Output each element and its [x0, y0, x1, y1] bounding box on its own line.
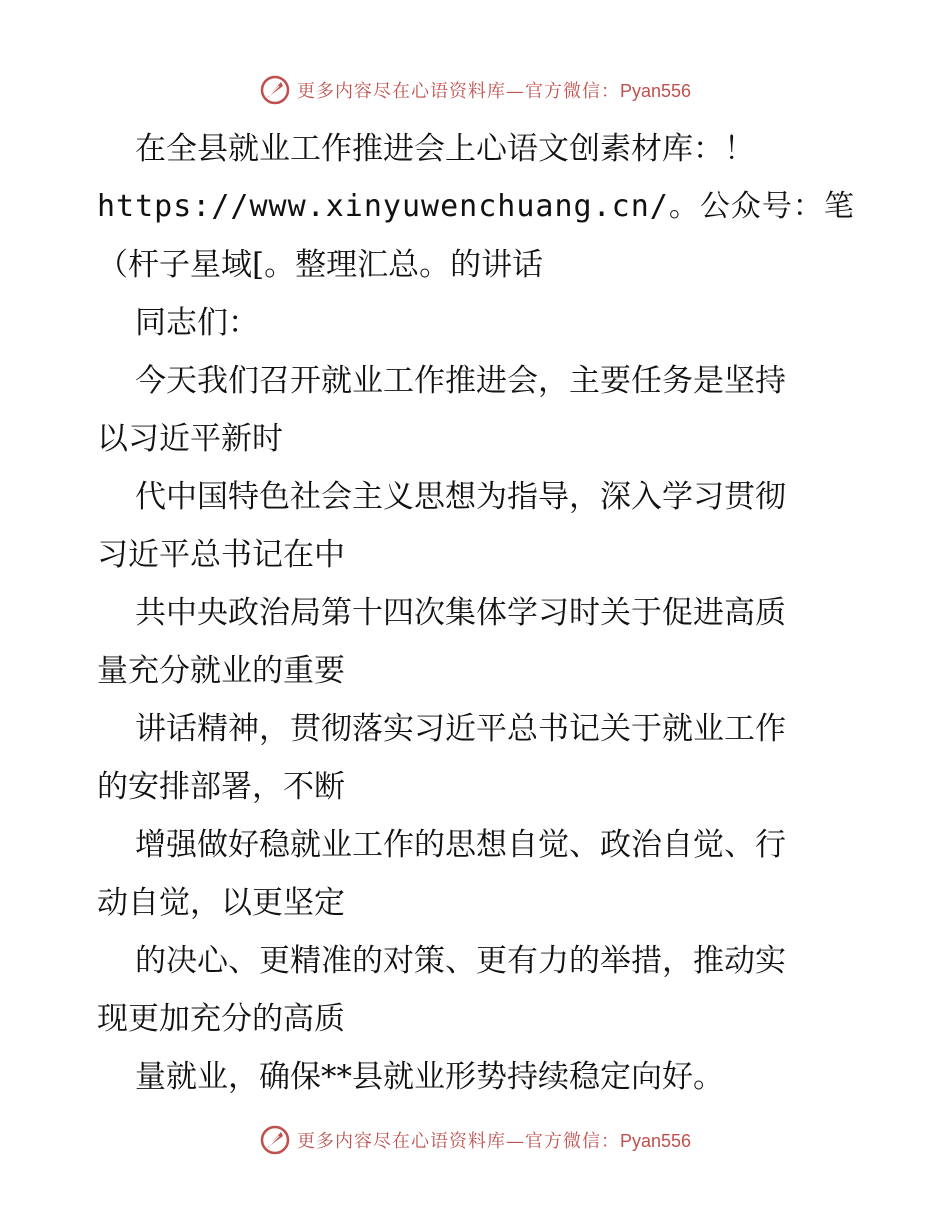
paragraph-line: 量充分就业的重要 — [97, 653, 345, 689]
document-body — [97, 120, 857, 1106]
paragraph-line: 量就业，确保**县就业形势持续稳定向好。 — [135, 1059, 724, 1095]
title-line-2: https://www.xinyuwenchuang.cn/。公众号：笔 — [97, 189, 855, 224]
paragraph-line: 代中国特色社会主义思想为指导，深入学习贯彻 — [135, 479, 786, 515]
paragraph-line: 的决心、更精准的对策、更有力的举措，推动实 — [135, 943, 786, 979]
paragraph-line: 现更加充分的高质 — [97, 1001, 345, 1037]
footer-watermark — [0, 1120, 950, 1160]
paragraph-line: 讲话精神，贯彻落实习近平总书记关于就业工作 — [135, 711, 786, 747]
title-line-1: 在全县就业工作推进会上心语文创素材库：！ — [135, 131, 755, 167]
paragraph-line: 今天我们召开就业工作推进会，主要任务是坚持 — [135, 363, 786, 399]
watermark-text: 更多内容尽在心语资料库—官方微信：Pyan556 — [296, 1131, 692, 1152]
title-line-3: （杆子星域[。整理汇总。的讲话 — [97, 247, 544, 283]
paragraph-line: 增强做好稳就业工作的思想自觉、政治自觉、行 — [135, 827, 786, 863]
paragraph-line: 共中央政治局第十四次集体学习时关于促进高质 — [135, 595, 786, 631]
paragraph-line: 以习近平新时 — [97, 421, 283, 457]
paragraph-line: 动自觉，以更坚定 — [97, 885, 345, 921]
header-watermark — [0, 70, 950, 110]
feather-logo-icon — [259, 74, 291, 106]
paragraph-line: 习近平总书记在中 — [97, 537, 345, 573]
salutation: 同志们： — [135, 305, 259, 341]
paragraph-line: 的安排部署，不断 — [97, 769, 345, 805]
watermark-text: 更多内容尽在心语资料库—官方微信：Pyan556 — [296, 81, 692, 102]
feather-logo-icon — [259, 1124, 291, 1156]
